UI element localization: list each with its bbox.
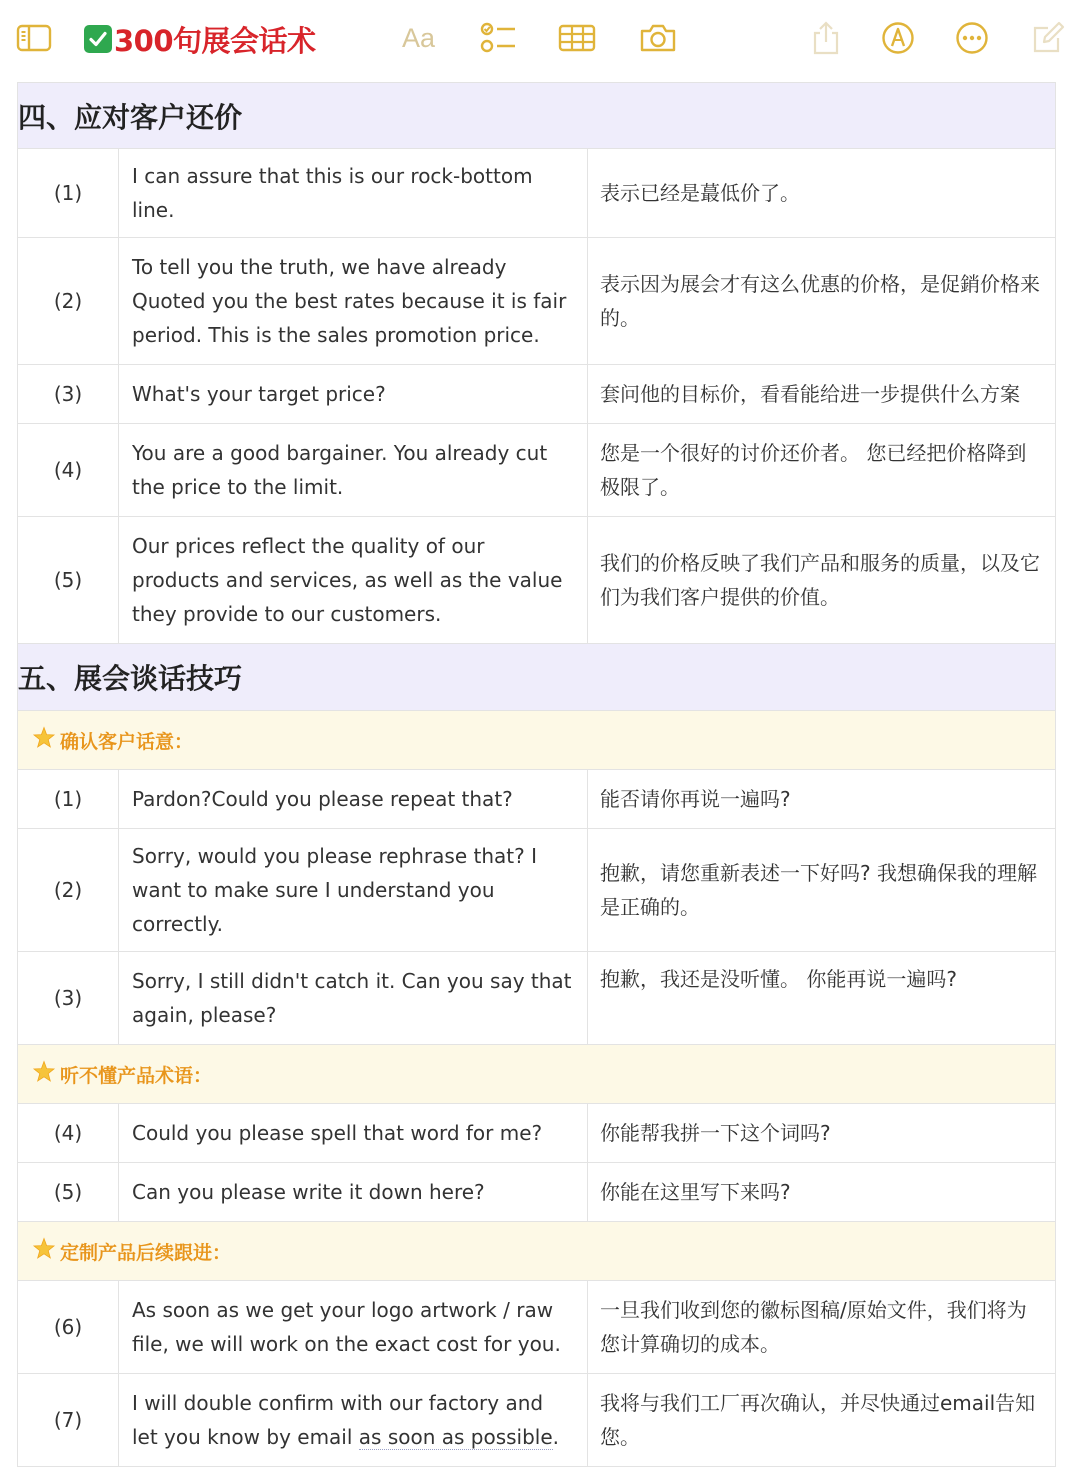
subsection-header [18, 1222, 1056, 1281]
row-number: (5) [18, 517, 119, 644]
compose-icon[interactable] [1030, 20, 1066, 56]
sidebar-icon[interactable] [16, 20, 52, 56]
sparkle-star-icon [32, 1237, 56, 1266]
row-number: (7) [18, 1374, 119, 1467]
section-header [18, 644, 1056, 711]
english-cell[interactable]: You are a good bargainer. You already cut the price to the limit. [119, 424, 588, 517]
chinese-cell[interactable]: 表示已经是蕞低价了。 [588, 149, 1056, 238]
subsection-label: 定制产品后续跟进： [60, 1241, 232, 1264]
section-header [18, 83, 1056, 149]
share-icon[interactable] [810, 20, 842, 56]
table-row [18, 829, 1056, 952]
table-row [18, 238, 1056, 365]
subsection-label: 听不懂产品术语： [60, 1064, 213, 1087]
markup-icon[interactable] [880, 20, 916, 56]
english-cell[interactable]: Our prices reflect the quality of our products and services, as well as the value they provide to our customers. [119, 517, 588, 644]
english-cell[interactable]: Could you please spell that word for me? [119, 1104, 588, 1163]
note-title[interactable] [84, 18, 316, 60]
section-title: 五、展会谈话技巧 [18, 644, 1056, 711]
phrase-table [17, 82, 1056, 1467]
chinese-cell[interactable]: 我们的价格反映了我们产品和服务的质量，以及它们为我们客户提供的价值。 [588, 517, 1056, 644]
sparkle-star-icon [32, 726, 56, 755]
chinese-cell[interactable]: 一旦我们收到您的徽标图稿/原始文件，我们将为您计算确切的成本。 [588, 1281, 1056, 1374]
row-number: (2) [18, 238, 119, 365]
row-number: (4) [18, 1104, 119, 1163]
english-cell[interactable]: To tell you the truth, we have already Quoted you the best rates because it is fair period. This is the sales promotion price. [119, 238, 588, 365]
row-number: (1) [18, 770, 119, 829]
english-cell[interactable] [119, 1374, 588, 1467]
table-row [18, 1281, 1056, 1374]
checkbox-icon [84, 25, 112, 53]
english-text-end: . [552, 1425, 560, 1449]
english-cell[interactable]: Sorry, would you please rephrase that? I want to make sure I understand you correctly. [119, 829, 588, 952]
table-row [18, 365, 1056, 424]
row-number: (3) [18, 365, 119, 424]
english-cell[interactable]: Pardon?Could you please repeat that? [119, 770, 588, 829]
english-cell[interactable]: As soon as we get your logo artwork / raw file, we will work on the exact cost for you. [119, 1281, 588, 1374]
table-row [18, 149, 1056, 238]
table-row [18, 1374, 1056, 1467]
spellcheck-underlined-text[interactable]: as soon as possible [358, 1425, 553, 1449]
english-cell[interactable]: Sorry, I still didn't catch it. Can you say that again, please? [119, 952, 588, 1045]
chinese-cell[interactable]: 表示因为展会才有这么优惠的价格，是促銷价格来的。 [588, 238, 1056, 365]
checklist-icon[interactable] [480, 20, 518, 56]
row-number: (5) [18, 1163, 119, 1222]
table-row [18, 424, 1056, 517]
english-cell[interactable]: What's your target price? [119, 365, 588, 424]
subsection-header [18, 711, 1056, 770]
row-number: (3) [18, 952, 119, 1045]
note-title-text: 300句展会话术 [114, 23, 316, 58]
row-number: (1) [18, 149, 119, 238]
table-row [18, 517, 1056, 644]
table-row [18, 952, 1056, 1045]
notes-toolbar [0, 0, 1080, 78]
english-cell[interactable]: Can you please write it down here? [119, 1163, 588, 1222]
table-row [18, 770, 1056, 829]
table-icon[interactable] [558, 20, 596, 56]
chinese-cell[interactable]: 你能在这里写下来吗? [588, 1163, 1056, 1222]
table-row [18, 1104, 1056, 1163]
chinese-cell[interactable]: 抱歉，请您重新表述一下好吗? 我想确保我的理解是正确的。 [588, 829, 1056, 952]
sparkle-star-icon [32, 1060, 56, 1089]
format-label: Aa [402, 22, 436, 53]
more-icon[interactable] [954, 20, 990, 56]
row-number: (6) [18, 1281, 119, 1374]
format-button[interactable] [402, 20, 435, 56]
chinese-cell[interactable]: 套问他的目标价，看看能给进一步提供什么方案 [588, 365, 1056, 424]
subsection-label: 确认客户话意： [60, 730, 194, 753]
chinese-cell[interactable]: 能否请你再说一遍吗? [588, 770, 1056, 829]
chinese-cell[interactable]: 您是一个很好的讨价还价者。 您已经把价格降到极限了。 [588, 424, 1056, 517]
english-cell[interactable]: I can assure that this is our rock-bottom line. [119, 149, 588, 238]
table-row [18, 1163, 1056, 1222]
row-number: (2) [18, 829, 119, 952]
row-number: (4) [18, 424, 119, 517]
chinese-cell[interactable]: 我将与我们工厂再次确认，并尽快通过email告知您。 [588, 1374, 1056, 1467]
chinese-cell[interactable]: 你能帮我拼一下这个词吗? [588, 1104, 1056, 1163]
subsection-header [18, 1045, 1056, 1104]
english-text: I will double confirm with our factory and let you know by email [132, 1391, 544, 1449]
camera-icon[interactable] [638, 20, 678, 56]
section-title: 四、应对客户还价 [18, 83, 1056, 149]
chinese-cell[interactable]: 抱歉，我还是没听懂。 你能再说一遍吗? [588, 952, 1056, 1045]
